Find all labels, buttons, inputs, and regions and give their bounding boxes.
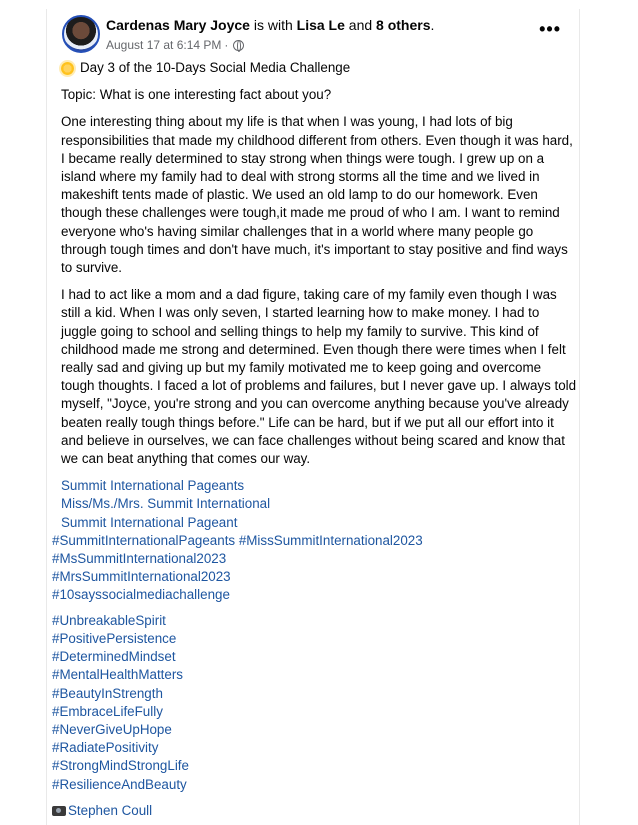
others-link[interactable]: 8 others [376,17,431,33]
hashtag-link[interactable]: #EmbraceLifeFully [52,703,163,719]
tagged-person[interactable]: Lisa Le [296,17,345,33]
page-link[interactable]: Summit International Pageants [61,478,245,494]
hashtag-link[interactable]: #MrsSummitInternational2023 [52,569,231,585]
photo-credit [52,802,577,820]
post-paragraph: I had to act like a mom and a dad figure, taking care of my family even though I was still a kid. When I was only seven, I started learning how to make money. I had to juggle going to school and selling things to help my family to survive. This kind of childhood made me strong and determined. Even though there were times when I felt really sad and giving up but my family motivated me to keep going and overcome tough thoughts. I faced a lot of problems and failures, but I never gave up. I always told myself, "Joyce, you're strong and you can overcome anything because you've already beaten really tough things before." Life can be hard, but if we put all our effort into it and believe in ourselves, we can face challenges without being scared and know that we can beat anything that comes our way. [61,287,577,467]
hashtag-link[interactable]: #ResilienceAndBeauty [52,776,187,792]
hashtag-link[interactable]: #RadiatePositivity [52,740,159,756]
post-body [52,59,577,820]
post-paragraph: One interesting thing about my life is that when I was young, I had lots of big responsibilities that made my childhood different from others. Even though it was hard, I became really determined to stay strong when things were tough. I grew up on a island where my family had to deal with strong storms all the time and we lived in makeshift tents made of plastic. We used an old lamp to do our homework. Even though these challenges were tough,it made me proud of who I am. I want to remind everyone who's having similar challenges that in a world where many people go through tough times and don't have much, it's important to stay positive and find ways to survive. [61,114,573,276]
hashtag-link[interactable]: #BeautyInStrength [52,685,163,701]
post-meta [106,38,244,52]
period: . [430,17,435,33]
more-options-button[interactable]: ••• [539,19,561,39]
hashtag-link[interactable]: #StrongMindStrongLife [52,758,189,774]
post-card [46,9,580,825]
hashtag-link[interactable]: #MentalHealthMatters [52,667,183,683]
post-timestamp[interactable]: August 17 at 6:14 PM [106,38,222,52]
meta-separator: · [224,38,229,52]
sun-icon [61,62,74,75]
photographer-link[interactable]: Stephen Coull [68,802,153,818]
hashtag-link[interactable]: #10sayssocialmediachallenge [52,587,230,603]
page-link[interactable]: Summit International Pageant [61,514,238,530]
spacer [61,605,577,612]
post-header [62,15,569,61]
post-topic: Topic: What is one interesting fact about you? [61,87,332,103]
hashtag-link[interactable]: #DeterminedMindset [52,649,176,665]
page-link[interactable]: Miss/Ms./Mrs. Summit International [61,496,271,512]
and-text: and [348,17,373,33]
hashtag-link[interactable]: #NeverGiveUpHope [52,721,172,737]
author-avatar[interactable] [62,15,100,53]
hashtag-link[interactable]: #PositivePersistence [52,630,177,646]
with-text: is with [253,17,293,33]
author-name[interactable]: Cardenas Mary Joyce [106,17,250,33]
hashtag-link[interactable]: #SummitInternationalPageants #MissSummitInternational2023 [52,532,423,548]
hashtag-link[interactable]: #MsSummitInternational2023 [52,551,227,567]
post-title-line [61,59,577,77]
author-line [106,17,434,33]
post-title: Day 3 of the 10-Days Social Media Challenge [80,60,351,75]
camera-icon [52,806,66,816]
globe-icon[interactable] [233,40,244,51]
page-links [52,477,577,793]
hashtag-link[interactable]: #UnbreakableSpirit [52,612,166,628]
